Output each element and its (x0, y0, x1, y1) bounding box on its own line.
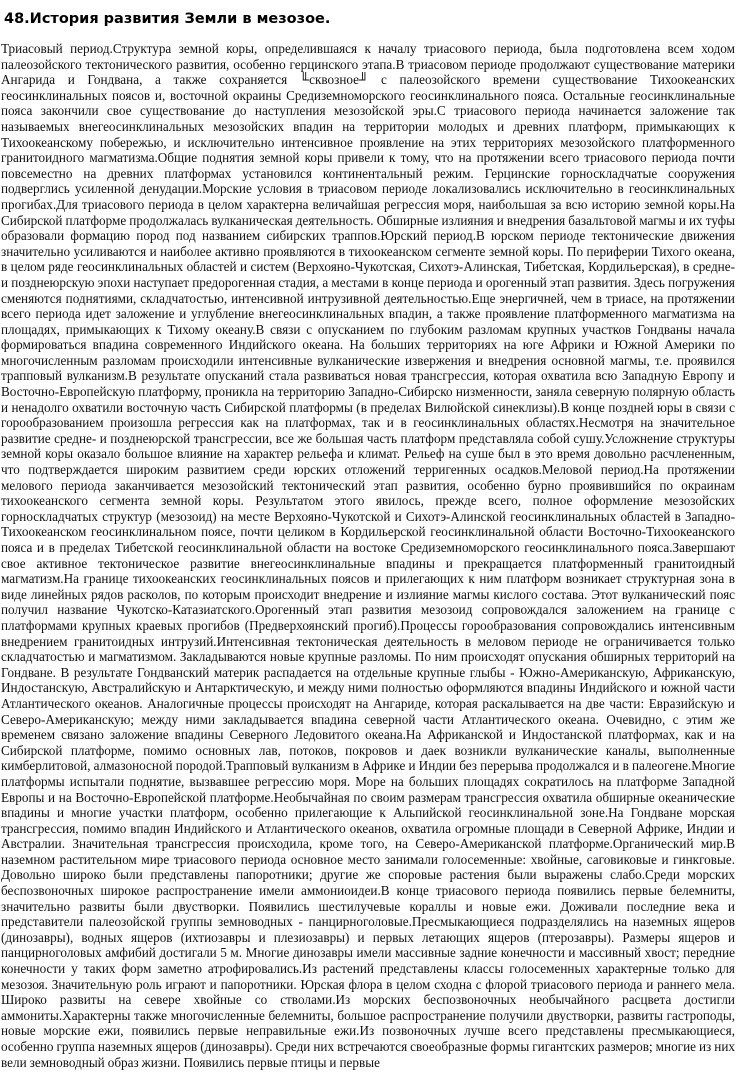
document-heading: 48.История развития Земли в мезозое. (4, 11, 331, 27)
document-body-text: Триасовый период.Структура земной коры, определившаяся к началу триасового периода, была подготовлена всем ходом палеозойского тектонического развития, особенно герцинского этапа.В триасовом периоде продолжают существование материки Ангарида и Гондвана, а также сохраняется ╙сквозное╜ с палеозойского времени существование Тихоокеанских геосинклинальных поясов и, восточной окраины Средиземноморского геосинклинального пояса. Остальные геосинклинальные пояса закончили свое существование до наступления мезозойской эры.С триасового периода начинается заложение так называемых внегеосинклинальных мезозойских впадин на территории молодых и древних платформ, примыкающих к Тихоокеанскому побережью, и исключительно интенсивное проявление на этих территориях мезозойского платформенного гранитоидного магматизма.Общие поднятия земной коры привели к тому, что на протяжении всего триасового периода почти повсеместно на древних платформах установился континентальный режим. Герцинские горноскладчатые сооружения подверглись усиленной денудации.Морские условия в триасовом периоде локализовались исключительно в геосинклинальных прогибах.Для триасового периода в целом характерна величайшая регрессия моря, наибольшая за всю историю земной коры.На Сибирской платформе продолжалась вулканическая деятельность. Обширные излияния и внедрения базальтовой магмы и их туфы образовали формацию пород под названием сибирских траппов.Юрский период.В юрском периоде тектонические движения значительно усиливаются и наиболее активно проявляются в тихоокеанском сегменте земной коры. По периферии Тихого океана, в целом ряде геосинклинальных областей и систем (Верхояно-Чукотская, Сихотэ-Алинская, Тибетская, Кордильерская), в средне- и позднеюрскую эпохи наступает предорогенная стадия, а местами в конце периода и орогенный этап развития. Здесь погружения сменяются поднятиями, складчатостью, интенсивной интрузивной деятельностью.Еще энергичней, чем в триасе, на протяжении всего периода идет заложение и углубление внегеосинклинальных впадин, а также проявление платформенного магматизма на площадях, примыкающих к Тихому океану.В связи с опусканием по глубоким разломам крупных участков Гондваны начала формироваться впадина современного Индийского океана. На больших территориях на юге Африки и Южной Америки по многочисленным разломам происходили интенсивные вулканические извержения и внедрения основной магмы, т.е. проявился трапповый вулканизм.В результате опусканий стала развиваться новая трансгрессия, которая охватила всю Западную Европу и Восточно-Европейскую платформу, проникла на территорию Западно-Сибирско низменности, заняла северную полярную область и ненадолго охватили восточную часть Сибирской платформы (в пределах Вилюйской синеклизы).В конце поздней юры в связи с горообразованием произошла регрессия как на платформах, так и в геосинклинальных областях.Несмотря на значительное развитие средне- и позднеюрской трансгрессии, все же большая часть платформ представляла собой сушу.Усложнение структуры земной коры оказало большое влияние на характер рельефа и климат. Рельеф на суше был в это время довольно расчлененным, что подтверждается широким развитием среди юрских отложений терригенных осадков.Меловой период.На протяжении мелового периода заканчивается мезозойский тектонический этап развития, особенно бурно проявившийся по окраинам тихоокеанского сегмента земной коры. Результатом этого явилось, прежде всего, полное оформление мезозойских горноскладчатых структур (мезозоид) на месте Верхояно-Чукотской и Сихотэ-Алинской геосинклинальных областей в Западно-Тихоокеанском геосинклинальном поясе, почти целиком в Кордильерской геосинклинальной области Восточно-Тихоокеанского пояса и в пределах Тибетской геосинклинальной области на востоке Средиземноморского геосинклинального пояса.Завершают свое активное тектоническое развитие внегеосинклинальные впадины и прекращается платформенный гранитоидный магматизм.На границе тихоокеанских геосинклинальных поясов и прилегающих к ним платформ возникает структурная зона в виде линейных рядов расколов, по которым происходит внедрение и излияние магмы кислого состава. Этот вулканический пояс получил название Чукотско-Катазиатского.Орогенный этап развития мезозоид сопровождался заложением на границе с платформами крупных краевых прогибов (Предверхоянский прогиб).Процессы горообразования сопровождались интенсивным внедрением гранитоидных интрузий.Интенсивная тектоническая деятельность в меловом периоде не ограничивается только складчатостью и магматизмом. Закладываются новые крупные разломы. По ним происходят опускания обширных территорий на Гондване. В результате Гондванский материк распадается на отдельные крупные глыбы - Южно-Американскую, Африканскую, Индостанскую, Австралийскую и Антарктическую, и между ними полностью оформляются впадины Индийского и южной части Атлантического океанов. Аналогичные процессы происходят на Ангариде, которая раскалывается на две части: Евразийскую и Северо-Американскую; между ними закладывается впадина северной части Атлантического океана. Очевидно, с этим же временем связано заложение впадины Северного Ледовитого океана.На Африканской и Индостанской платформах, как и на Сибирской платформе, помимо основных лав, потоков, покровов и даек возникли вулканические каналы, выполненные кимберлитовой, алмазоносной породой.Трапповый вулканизм в Африке и Индии без перерыва продолжался и в палеогене.Многие платформы испытали поднятие, вызвавшее регрессию моря. Море на больших площадях сократилось на платформе Западной Европы и на Восточно-Европейской платформе.Необычайная по своим размерам трансгрессия охватила обширные океанические впадины и многие участки платформ, особенно прилегающие к Альпийской геосинклинальной зоне.На Гондване морская трансгрессия, помимо впадин Индийского и Атлантического океанов, охватила огромные площади в Северной Африке, Индии и Австралии. Значительная трансгрессия происходила, кроме того, на Северо-Американской платформе.Органический мир.В наземном растительном мире триасового периода основное место занимали голосеменные: хвойные, саговиковые и гинкговые. Довольно широко были представлены папоротники; другие же споровые растения были выражены слабо.Среди морских беспозвоночных широкое распространение имели аммониоидеи.В конце триасового периода появились первые белемниты, значительно развиты были двустворки. Появились шестилучевые кораллы и новые ежи. Доживали последние века и представители палеозойской группы земноводных - панцирноголовые.Пресмыкающиеся подразделялись на наземных ящеров (динозавры), водных ящеров (ихтиозавры и плезиозавры) и первых летающих ящеров (птерозавры). Размеры ящеров и панцирноголовых амфибий достигали 5 м. Многие динозавры имели массивные задние конечности и массивный хвост; передние конечности у таких форм заметно атрофировались.Из растений представлены классы голосеменных характерные только для мезозоя. Значительную роль играют и папоротники. Юрская флора в целом сходна с флорой триасового периода и раннего мела. Широко развиты на севере хвойные со стволами.Из морских беспозвоночных необычайного расцвета достигли аммониты.Характерны также многочисленные белемниты, большое распространение получили двустворки, развиты гастроподы, новые морские ежи, появились первые неправильные ежи.Из позвоночных лучше всего представлены пресмыкающиеся, особенно группа наземных ящеров (динозавры). Среди них встречаются своеобразные формы гигантских размеров; многие из них вели земноводный образ жизни. Появились первые птицы и первые (1, 41, 735, 1070)
